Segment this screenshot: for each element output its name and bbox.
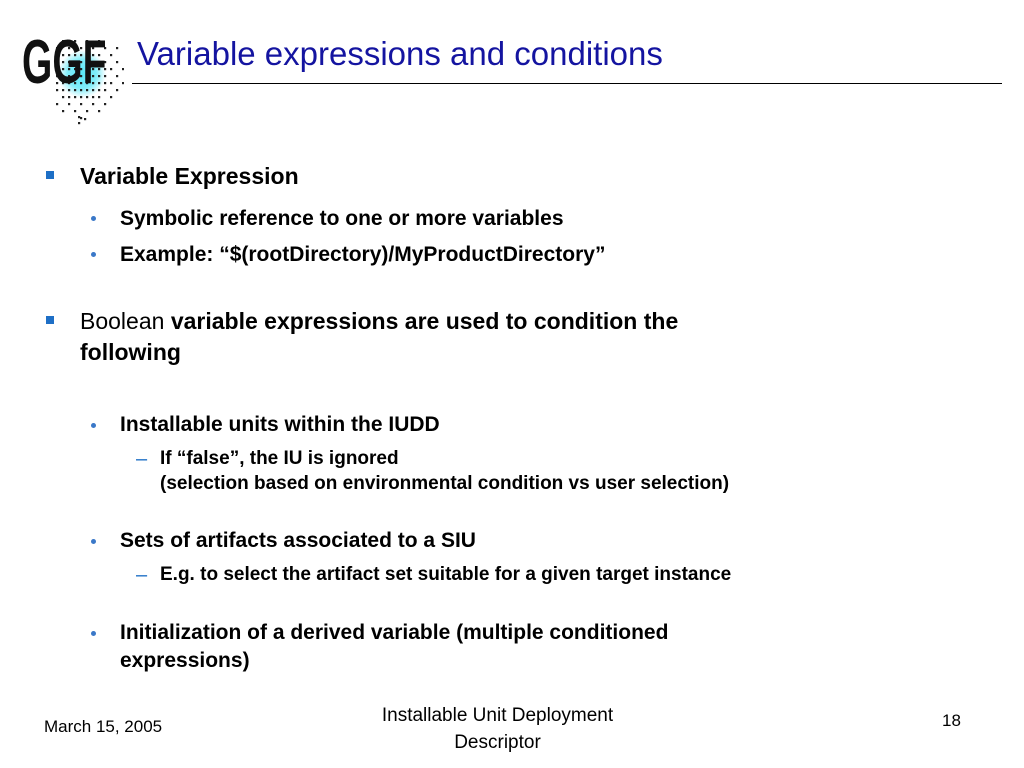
bullet-boolean-line2: following [80,339,181,365]
subsub-if-false: If “false”, the IU is ignored [160,448,399,469]
slide-title: Variable expressions and conditions [137,35,663,72]
bullet-boolean-bold: variable expressions are used to condition the [170,308,679,334]
dash-bullet-icon: – [136,564,148,586]
bullet-variable-expression: Variable Expression [80,163,299,189]
dot-bullet-icon [91,539,96,544]
sub-bullet-symbolic-reference: Symbolic reference to one or more variables [120,207,564,230]
footer-title-line1: Installable Unit Deployment [381,705,614,726]
logo-text: GGF [22,27,107,98]
bullet-boolean-prefix: Boolean [80,308,165,334]
square-bullet-icon [46,171,54,179]
dot-bullet-icon [91,423,96,428]
title-divider [132,83,1002,84]
dot-bullet-icon [91,631,96,636]
ggf-logo [20,18,124,126]
footer-title [330,702,665,756]
bullet-boolean-expressions [80,306,678,336]
sub-bullet-installable-units: Installable units within the IUDD [120,413,440,436]
square-bullet-icon [46,316,54,324]
sub-bullet-example: Example: “$(rootDirectory)/MyProductDirectory” [120,243,606,266]
footer-title-line2: Descriptor [454,732,541,753]
dot-bullet-icon [91,216,96,221]
page-number: 18 [942,711,961,730]
sub-bullet-initialization: Initialization of a derived variable (multiple conditioned [120,621,669,644]
sub-bullet-sets-of-artifacts: Sets of artifacts associated to a SIU [120,529,476,552]
sub-bullet-initialization-line2: expressions) [120,649,250,672]
subsub-selection-note: (selection based on environmental condition vs user selection) [160,473,730,494]
dot-bullet-icon [91,252,96,257]
subsub-eg-select: E.g. to select the artifact set suitable for a given target instance [160,564,732,585]
dash-bullet-icon: – [136,448,148,470]
footer-date: March 15, 2005 [44,717,163,736]
